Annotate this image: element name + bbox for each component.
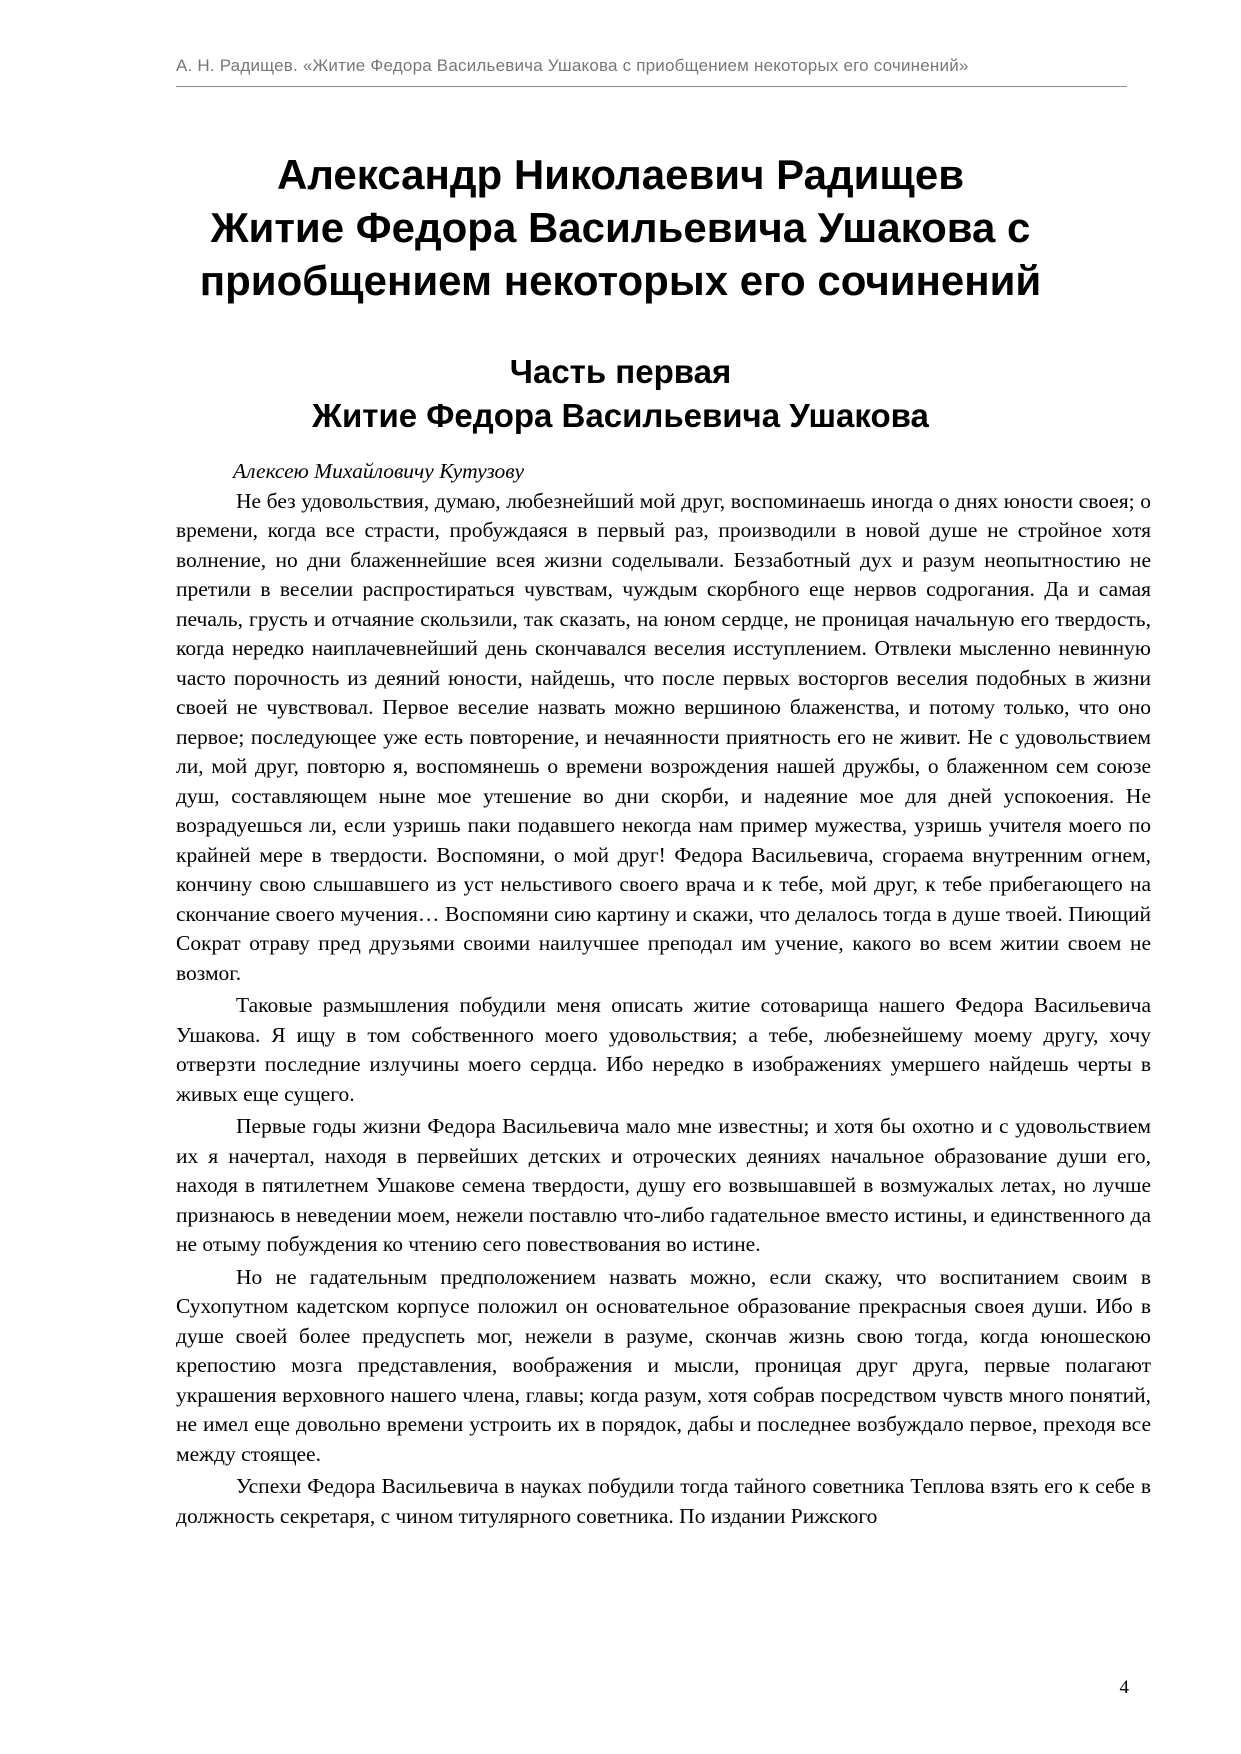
running-header: А. Н. Радищев. «Житие Федора Васильевича Ушакова с приобщением некоторых его сочинений» xyxy=(176,56,969,75)
page-title xyxy=(100,148,1141,307)
paragraph: Успехи Федора Васильевича в науках побудили тогда тайного советника Теплова взять его к себе в должность секретаря, с чином титулярного советника. По издании Рижского xyxy=(176,1474,1151,1528)
title-author: Александр Николаевич Радищев xyxy=(276,151,965,198)
part-heading xyxy=(100,350,1141,438)
page-number: 4 xyxy=(1119,1677,1129,1698)
title-line-1: Житие Федора Васильевича Ушакова с xyxy=(210,204,1031,251)
paragraph: Таковые размышления побудили меня описать житие сотоварища нашего Федора Васильевича Ушакова. Я ищу в том собственного моего удовольствия; а тебе, любезнейшему моему другу, хочу отверзти последние излучины моего сердца. Ибо нередко в изображениях умершего найдешь черты в живых еще сущего. xyxy=(176,993,1151,1106)
dedication: Алексею Михайловичу Кутузову xyxy=(233,459,525,483)
body-text xyxy=(176,457,1151,1531)
header-divider xyxy=(176,86,1127,87)
part-subtitle: Житие Федора Васильевича Ушакова xyxy=(312,397,929,434)
title-line-2: приобщением некоторых его сочинений xyxy=(199,257,1042,304)
paragraph: Но не гадательным предположением назвать можно, если скажу, что воспитанием своим в Сухопутном кадетском корпусе положил он основательное образование прекрасныя своея души. Ибо в душе своей более предуспеть мог, нежели в разуме, скончав жизнь свою тогда, когда юношескою крепостию мозга представления, воображения и мысли, проницая друг друга, первые полагают украшения верховного нашего члена, главы; когда разум, хотя собрав посредством чувств много понятий, не имел еще довольно времени устроить их в порядок, дабы и последнее возбуждало первое, преходя все между стоящее. xyxy=(176,1264,1151,1466)
paragraph: Первые годы жизни Федора Васильевича мало мне известны; и хотя бы охотно и с удовольствием их я начертал, находя в первейших детских и отроческих деяниях начальное образование души его, находя в пятилетнем Ушакове семена твердости, душу его возвышавшей в возмужалых летах, но лучше признаюсь в неведении моем, нежели поставлю что-либо гадательное вместо истины, и единственного да не отыму побуждения ко чтению сего повествования во истине. xyxy=(176,1114,1151,1256)
part-label: Часть первая xyxy=(509,353,732,390)
paragraph: Не без удовольствия, думаю, любезнейший мой друг, воспоминаешь иногда о днях юности своея; о времени, когда все страсти, пробуждаяся в первый раз, производили в новой душе не стройное хотя волнение, но дни блаженнейшие всея жизни соделывали. Беззаботный дух и разум неопытностию не претили в веселии распростираться чувствам, чуждым скорбного еще нервов содрогания. Да и самая печаль, грусть и отчаяние скользили, так сказать, на юном сердце, не проницая начальную его твердость, когда нередко наиплачевнейший день скончавался веселия исступлением. Отвлеки мысленно невинную часто порочность из деяний юности, найдешь, что после первых восторгов веселия подобных в жизни своей не чувствовал. Первое веселие назвать можно вершиною блаженства, и потому только, что оно первое; последующее уже есть повторение, и нечаянности приятность его не живит. Не с удовольствием ли, мой друг, повторю я, воспомянешь о времени возрождения нашей дружбы, о блаженном сем союзе душ, составляющем ныне мое утешение во дни скорби, и надеяние мое для дней успокоения. Не возрадуешься ли, если узришь паки подавшего некогда нам пример мужества, узришь учителя моего по крайней мере в твердости. Воспомяни, о мой друг! Федора Васильевича, сгораема внутренним огнем, кончину свою слышавшего из уст нельстивого своего врача и к тебе, мой друг, к тебе прибегающего на скончание своего мучения… Воспомяни сию картину и скажи, что делалось тогда в душе твоей. Пиющий Сократ отраву пред друзьями своими наилучшее преподал им учение, какого во всем житии своем не возмог. xyxy=(176,488,1151,985)
